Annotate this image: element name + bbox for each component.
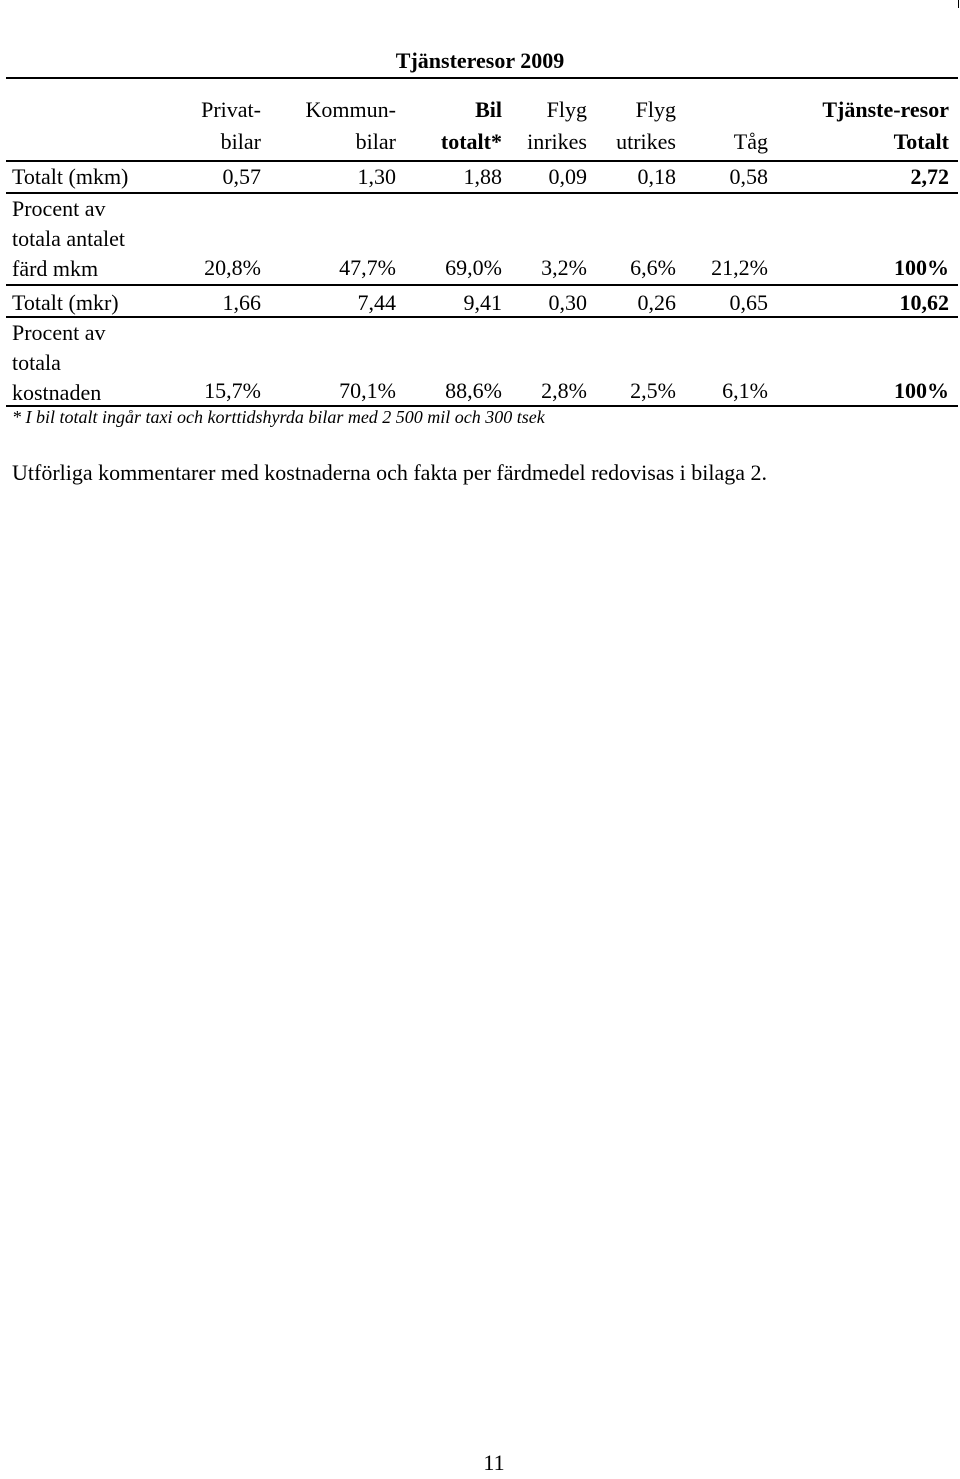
column-header-flyg-utrikes: [616, 94, 676, 158]
table-footnote: * I bil totalt ingår taxi och korttidshyrda bilar med 2 500 mil och 300 tsek: [12, 407, 545, 427]
table-cell: 7,44: [357, 290, 396, 315]
column-header-line1: Privat-: [201, 97, 261, 122]
table-cell-total: 10,62: [899, 290, 949, 315]
table-cell: 0,09: [548, 164, 587, 189]
table-cell: 70,1%: [339, 378, 396, 403]
column-header-privatbilar: [201, 94, 261, 158]
table-title-text: Tjänsteresor 2009: [395, 48, 565, 73]
table-cell: 1,66: [222, 290, 261, 315]
table-cell: 1,30: [357, 164, 396, 189]
column-header-bil-totalt: [441, 94, 502, 158]
table-cell: 1,88: [463, 164, 502, 189]
table-cell: 2,5%: [630, 378, 676, 403]
row-label-procent-fard-mkm: Procent av totala antalet färd mkm: [12, 196, 125, 281]
table-cell: 0,65: [729, 290, 768, 315]
column-header-kommunbilar: [306, 94, 396, 158]
table-cell-total: 100%: [894, 255, 949, 280]
table-cell: 0,57: [222, 164, 261, 189]
column-header-flyg-inrikes: [527, 94, 587, 158]
column-header-line1: Tjänste-resor: [822, 97, 949, 122]
column-header-line2: totalt*: [440, 129, 502, 154]
row-label-totalt-mkr: Totalt (mkr): [12, 290, 119, 315]
row-label-procent-kostnaden: Procent av totala kostnaden: [12, 320, 106, 405]
column-header-line1: Kommun-: [305, 97, 396, 122]
table-cell: 20,8%: [204, 255, 261, 280]
table-cell: 0,58: [729, 164, 768, 189]
row-separator: [6, 192, 958, 194]
table-cell: 47,7%: [339, 255, 396, 280]
table-top-rule: [6, 77, 958, 79]
table-cell: 88,6%: [445, 378, 502, 403]
table-cell: 21,2%: [711, 255, 768, 280]
column-header-tjansteresor-totalt: [822, 94, 949, 158]
column-header-line2: utrikes: [616, 129, 676, 154]
column-header-line2: Totalt: [893, 129, 949, 154]
table-cell: 9,41: [463, 290, 502, 315]
column-header-line1: Flyg: [635, 97, 676, 122]
table-cell: 2,8%: [541, 378, 587, 403]
table-cell: 0,26: [637, 290, 676, 315]
table-cell: 69,0%: [445, 255, 502, 280]
table-cell: 0,18: [637, 164, 676, 189]
body-paragraph: Utförliga kommentarer med kostnaderna och fakta per färdmedel redovisas i bilaga 2.: [12, 460, 768, 485]
table-cell-total: 100%: [894, 378, 949, 403]
table-cell: 6,6%: [630, 255, 676, 280]
column-header-line1: Bil: [475, 97, 502, 122]
top-edge-rule: [958, 0, 959, 8]
table-cell-total: 2,72: [910, 164, 949, 189]
row-separator: [6, 284, 958, 286]
table-cell: 3,2%: [541, 255, 587, 280]
column-header-tag: [734, 94, 768, 158]
table-title: [0, 48, 960, 74]
column-header-line1: Flyg: [546, 97, 587, 122]
row-separator: [6, 316, 958, 318]
column-header-line2: bilar: [220, 129, 261, 154]
table-cell: 0,30: [548, 290, 587, 315]
table-cell: 6,1%: [722, 378, 768, 403]
column-header-line2: Tåg: [733, 129, 768, 154]
row-label-totalt-mkm: Totalt (mkm): [12, 164, 129, 189]
page-number: 11: [483, 1450, 505, 1475]
column-header-line2: inrikes: [527, 129, 587, 154]
table-cell: 15,7%: [204, 378, 261, 403]
column-header-line2: bilar: [355, 129, 396, 154]
